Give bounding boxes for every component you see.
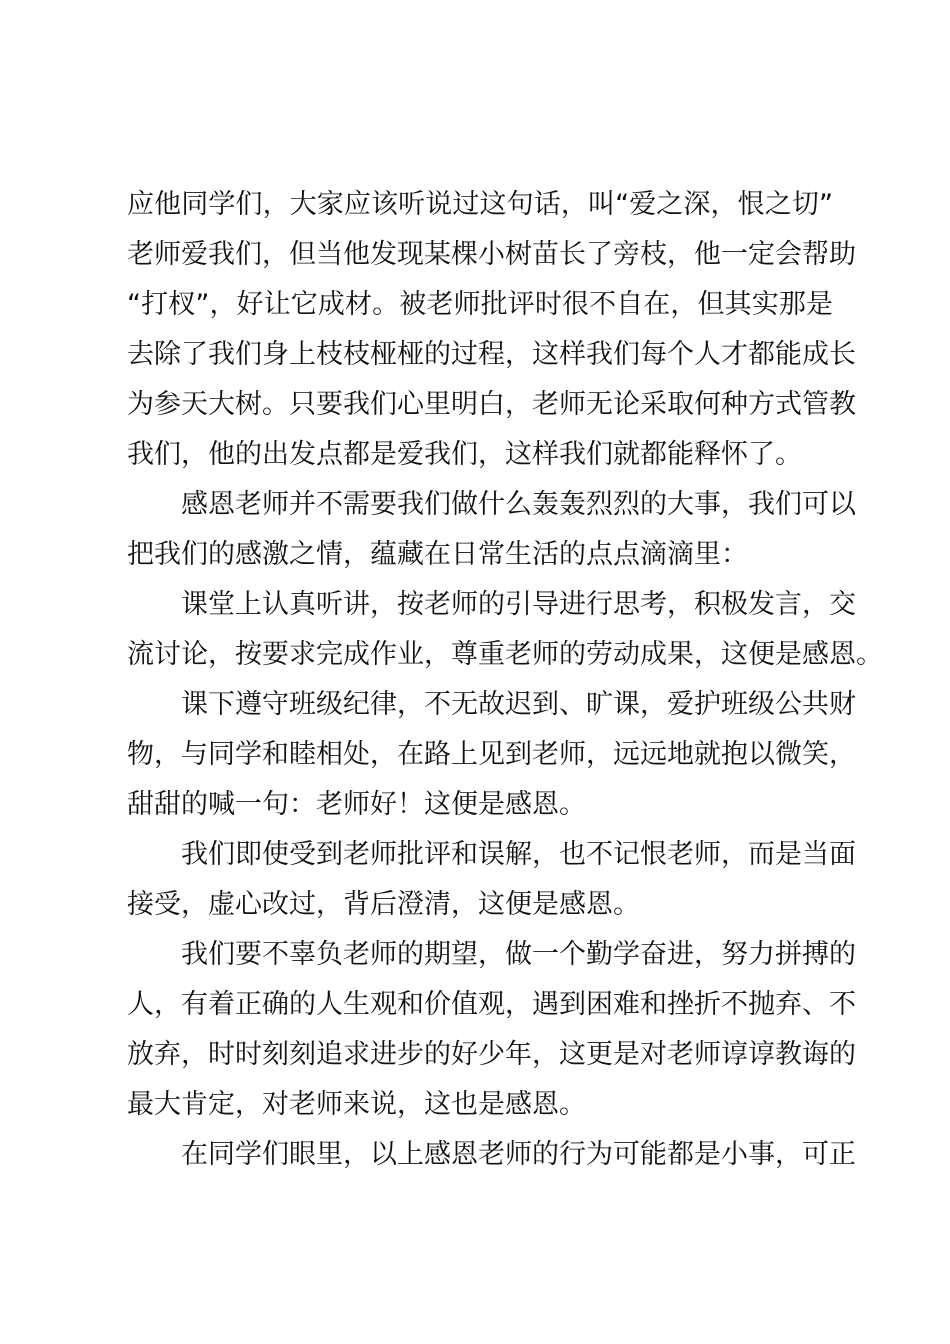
paragraph xyxy=(127,830,856,930)
text-line: 课下遵守班级纪律，不无故迟到、旷课，爱护班级公共财 xyxy=(127,689,856,720)
text-line: 放弃，时时刻刻追求进步的好少年，这更是对老师谆谆教诲的 xyxy=(127,1039,856,1070)
text-line: 为参天大树。只要我们心里明白，老师无论采取何种方式管教 xyxy=(127,389,856,420)
text-line: 我们要不辜负老师的期望，做一个勤学奋进，努力拼搏的 xyxy=(127,939,856,970)
text-line: 课堂上认真听讲，按老师的引导进行思考，积极发言，交 xyxy=(127,589,856,620)
text-line: “打杈”，好让它成材。被老师批评时很不自在，但其实那是 xyxy=(127,289,833,320)
document-body xyxy=(127,180,883,1180)
text-line: 去除了我们身上枝枝桠桠的过程，这样我们每个人才都能成长 xyxy=(127,339,856,370)
paragraph xyxy=(127,930,856,1130)
text-line: 老师爱我们，但当他发现某棵小树苗长了旁枝，他一定会帮助 xyxy=(127,239,856,270)
text-line: 把我们的感激之情，蕴藏在日常生活的点点滴滴里： xyxy=(127,539,748,570)
text-line: 物，与同学和睦相处，在路上见到老师，远远地就抱以微笑， xyxy=(127,739,856,770)
text-line: 感恩老师并不需要我们做什么轰轰烈烈的大事，我们可以 xyxy=(127,489,856,520)
paragraph xyxy=(127,580,883,680)
text-line: 最大肯定，对老师来说，这也是感恩。 xyxy=(127,1089,586,1120)
paragraph xyxy=(127,180,856,480)
text-line: 在同学们眼里，以上感恩老师的行为可能都是小事，可正 xyxy=(127,1139,856,1170)
text-line: 人，有着正确的人生观和价值观，遇到困难和挫折不抛弃、不 xyxy=(127,989,856,1020)
text-line: 应他同学们，大家应该听说过这句话，叫“爱之深，恨之切” xyxy=(127,189,833,220)
paragraph xyxy=(127,1130,856,1180)
text-line: 我们即使受到老师批评和误解，也不记恨老师，而是当面 xyxy=(127,839,856,870)
paragraph xyxy=(127,480,856,580)
text-line: 接受，虚心改过，背后澄清，这便是感恩。 xyxy=(127,889,640,920)
text-line: 甜甜的喊一句：老师好！这便是感恩。 xyxy=(127,789,586,820)
paragraph xyxy=(127,680,856,830)
text-line: 流讨论，按要求完成作业，尊重老师的劳动成果，这便是感恩。 xyxy=(127,639,883,670)
text-line: 我们，他的出发点都是爱我们，这样我们就都能释怀了。 xyxy=(127,439,802,470)
